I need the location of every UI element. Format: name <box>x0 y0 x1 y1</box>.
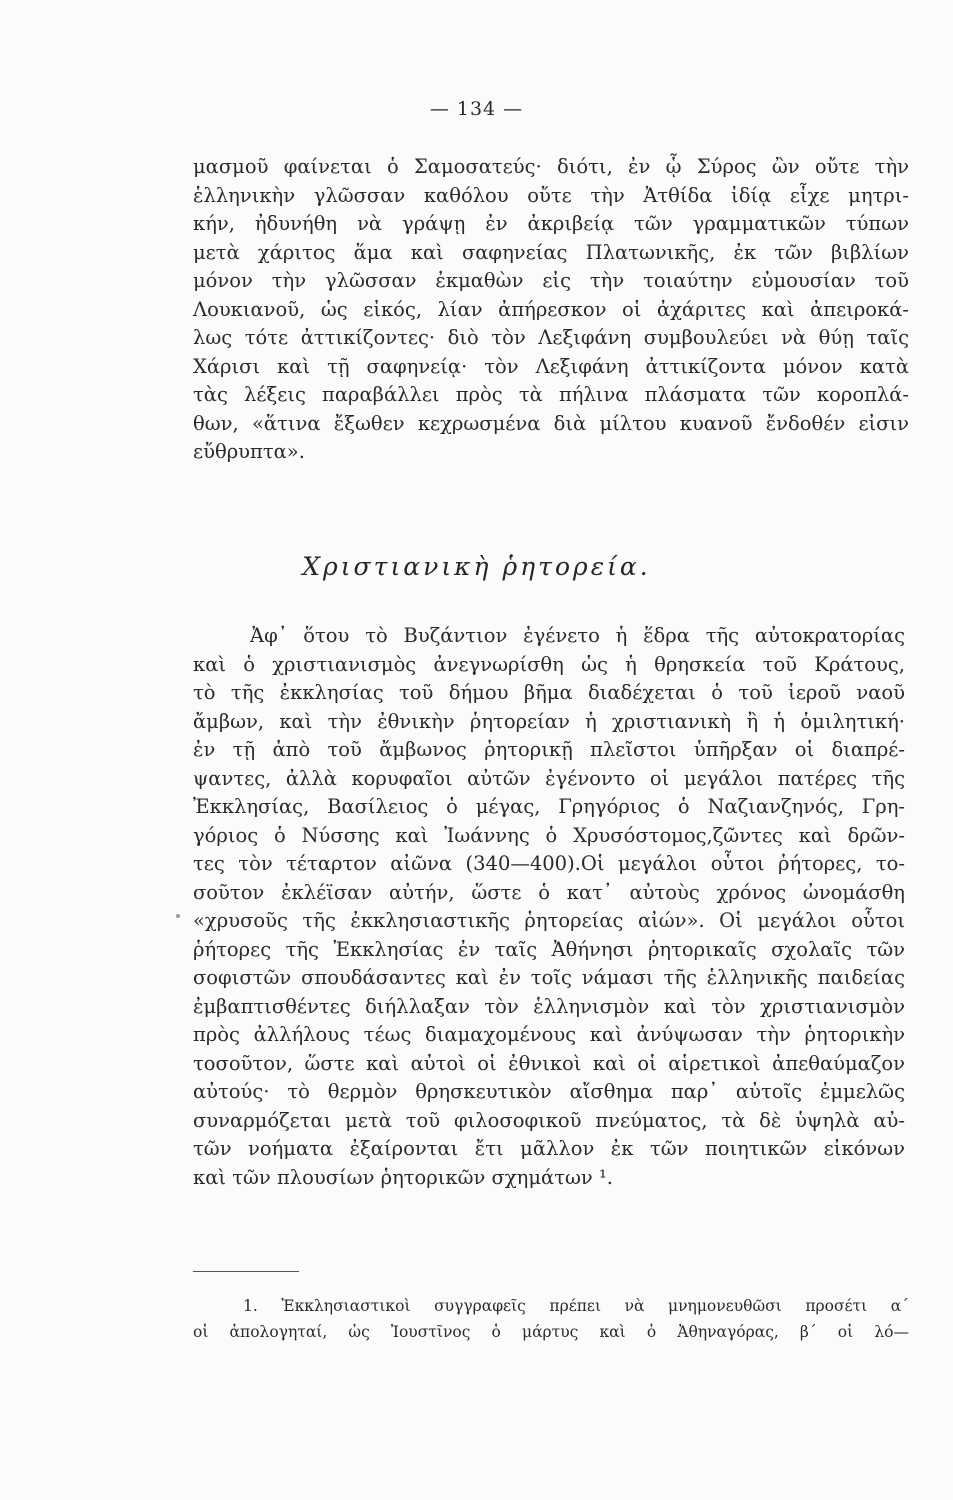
text-line: τες τὸν τέταρτον αἰῶνα (340—400).Οἱ μεγάλοι οὗτοι ῥήτορες, το- <box>193 852 905 875</box>
paragraph-1 <box>193 153 909 467</box>
text-line: κήν, ἠδυνήθη νὰ γράψῃ ἐν ἀκριβείᾳ τῶν γραμματικῶν τύπων <box>193 212 909 235</box>
text-line: ἐμβαπτισθέντες διήλλαξαν τὸν ἑλληνισμὸν καὶ τὸν χριστιανισμὸν <box>193 994 905 1018</box>
text-line: ἐν τῇ ἀπὸ τοῦ ἄμβωνος ῥητορικῇ πλεῖστοι ὑπῆρξαν οἱ διαπρέ- <box>193 738 905 761</box>
footnote-rule <box>193 1271 299 1272</box>
text-line: ἄμβων, καὶ τὴν ἐθνικὴν ῥητορείαν ἡ χριστιανικὴ ἢ ἡ ὁμιλητική· <box>193 709 905 733</box>
text-line: ψαντες, ἀλλὰ κορυφαῖοι αὐτῶν ἐγένοντο οἱ μεγάλοι πατέρες τῆς <box>193 766 905 790</box>
text-line: Χάρισι καὶ τῇ σαφηνείᾳ· τὸν Λεξιφάνη ἀττικίζοντα μόνον κατὰ <box>193 354 909 378</box>
text-line: μόνον τὴν γλῶσσαν ἐκμαθὼν εἰς τὴν τοιαύτην εὐμουσίαν τοῦ <box>193 269 909 292</box>
text-line: Λουκιανοῦ, ὡς εἰκός, λίαν ἀπήρεσκον οἱ ἀχάριτες καὶ ἀπειροκά- <box>193 297 909 321</box>
text-line: θων, «ἅτινα ἔξωθεν κεχρωσμένα διὰ μίλτου κυανοῦ ἔνδοθέν εἰσιν <box>193 411 909 435</box>
text-line: γόριος ὁ Νύσσης καὶ Ἰωάννης ὁ Χρυσόστομος,ζῶντες καὶ δρῶν- <box>193 823 905 847</box>
text-line: μασμοῦ φαίνεται ὁ Σαμοσατεύς· διότι, ἐν ᾧ Σύρος ὢν οὔτε τὴν <box>193 155 909 178</box>
text-line: πρὸς ἀλλήλους τέως διαμαχομένους καὶ ἀνύψωσαν τὴν ῥητορικὴν <box>193 1023 905 1046</box>
text-line: εὔθρυπτα». <box>193 440 305 463</box>
text-line: μετὰ χάριτος ἅμα καὶ σαφηνείας Πλατωνικῆς, ἐκ τῶν βιβλίων <box>193 240 909 264</box>
text-line: τῶν νοήματα ἐξαίρονται ἔτι μᾶλλον ἐκ τῶν ποιητικῶν εἰκόνων <box>193 1137 905 1160</box>
paragraph-2 <box>193 622 905 1192</box>
text-line: Ἀφ᾽ ὅτου τὸ Βυζάντιον ἐγένετο ἡ ἕδρα τῆς αὐτοκρατορίας <box>250 624 905 647</box>
footnote-line: οἱ ἀπολογηταί, ὡς Ἰουστῖνος ὁ μάρτυς καὶ ὁ Ἀθηναγόρας, β´ οἱ λό— <box>193 1323 909 1341</box>
text-line: σοῦτον ἐκλέϊσαν αὐτήν, ὥστε ὁ κατ᾽ αὐτοὺς χρόνος ὠνομάσθη <box>193 880 905 904</box>
text-line: Ἐκκλησίας, Βασίλειος ὁ μέγας, Γρηγόριος ὁ Ναζιανζηνός, Γρη- <box>193 795 905 818</box>
section-heading: Χριστιανικὴ ῥητορεία. <box>302 552 651 581</box>
text-line: ἑλληνικὴν γλῶσσαν καθόλου οὔτε τὴν Ἀτθίδα ἰδίᾳ εἶχε μητρι- <box>193 183 909 207</box>
footnote-line: 1. Ἐκκλησιαστικοὶ συγγραφεῖς πρέπει νὰ μνημονευθῶσι προσέτι α´ <box>243 1297 909 1315</box>
paper-speck <box>176 914 180 918</box>
text-line: ῥήτορες τῆς Ἐκκλησίας ἐν ταῖς Ἀθήνησι ῥητορικαῖς σχολαῖς τῶν <box>193 937 905 961</box>
page-number: — 134 — <box>429 98 524 120</box>
text-line: τὸ τῆς ἐκκλησίας τοῦ δήμου βῆμα διαδέχεται ὁ τοῦ ἱεροῦ ναοῦ <box>193 681 905 704</box>
text-line: τὰς λέξεις παραβάλλει πρὸς τὰ πήλινα πλάσματα τῶν κοροπλά- <box>193 383 909 406</box>
footnote <box>193 1293 909 1345</box>
text-line: λως τότε ἀττικίζοντες· διὸ τὸν Λεξιφάνη συμβουλεύει νὰ θύῃ ταῖς <box>193 326 909 349</box>
text-line: σοφιστῶν σπουδάσαντες καὶ ἐν τοῖς νάμασι τῆς ἑλληνικῆς παιδείας <box>193 966 905 989</box>
text-line: καὶ τῶν πλουσίων ῥητορικῶν σχημάτων ¹. <box>193 1165 613 1189</box>
text-line: συναρμόζεται μετὰ τοῦ φιλοσοφικοῦ πνεύματος, τὰ δὲ ὑψηλὰ αὐ- <box>193 1108 905 1132</box>
text-line: «χρυσοῦς τῆς ἐκκλησιαστικῆς ῥητορείας αἰών». Οἱ μεγάλοι οὗτοι <box>193 909 905 932</box>
text-line: καὶ ὁ χριστιανισμὸς ἀνεγνωρίσθη ὡς ἡ θρησκεία τοῦ Κράτους, <box>193 652 905 676</box>
text-line: τοσοῦτον, ὥστε καὶ αὐτοὶ οἱ ἐθνικοὶ καὶ οἱ αἱρετικοὶ ἀπεθαύμαζον <box>193 1051 905 1075</box>
text-line: αὐτούς· τὸ θερμὸν θρησκευτικὸν αἴσθημα παρ᾽ αὐτοῖς ἐμμελῶς <box>193 1080 905 1103</box>
